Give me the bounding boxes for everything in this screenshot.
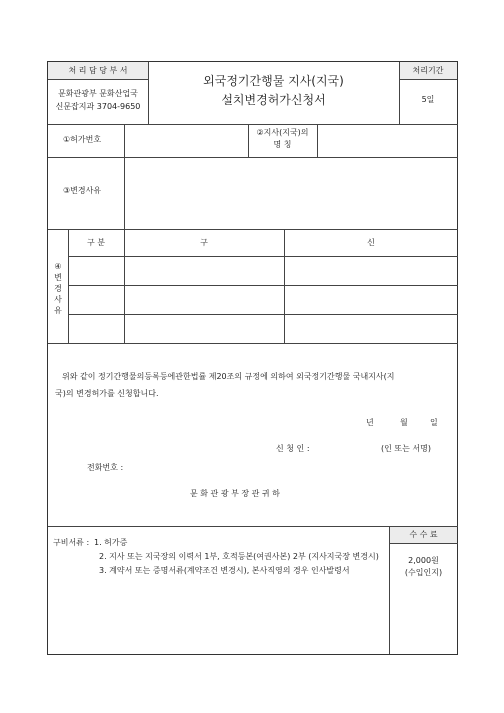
applicant-label: 신 청 인 :	[276, 444, 310, 453]
change-details-char-4: 사	[54, 295, 62, 304]
date-month: 월	[400, 418, 408, 427]
rule	[48, 124, 458, 125]
rule	[389, 543, 458, 544]
dept-label: 처 리 담 당 부 서	[68, 66, 128, 75]
dept-name: 문화관광부 문화산업국	[58, 89, 138, 98]
rule	[389, 526, 390, 654]
date-year: 년	[366, 418, 374, 427]
table-header-category: 구 분	[87, 238, 105, 247]
fee-amount: 2,000원	[408, 556, 439, 565]
change-details-char-2: 변	[54, 273, 62, 282]
rule	[68, 256, 458, 257]
sign-hint: (인 또는 서명)	[381, 444, 431, 453]
attachments-label: 구비서류 :	[53, 538, 90, 547]
form-title-line2: 설치변경허가신청서	[221, 93, 326, 107]
rule	[68, 285, 458, 286]
rule	[48, 157, 458, 158]
rule	[48, 343, 458, 344]
branch-name-label-line2: 명 칭	[273, 140, 292, 149]
attachment-item-3: 3. 계약서 또는 증명서류(계약조건 변경시), 본사직영의 경우 인사발령서	[99, 566, 350, 575]
table-header-new: 신	[367, 238, 375, 247]
dept-contact: 신문잡지과 3704-9650	[55, 102, 141, 111]
change-details-char-5: 유	[54, 306, 62, 315]
phone-label: 전화번호 :	[87, 463, 124, 472]
table-header-old: 구	[200, 238, 208, 247]
statement-line2: 국)의 변경허가를 신청합니다.	[55, 389, 159, 398]
attachment-item-2: 2. 지사 또는 지국장의 이력서 1부, 호적등본(여권사본) 2부 (지사지국장 변경시)	[99, 552, 379, 561]
rule	[68, 314, 458, 315]
rule	[317, 124, 318, 157]
fee-label: 수 수 료	[409, 530, 438, 539]
branch-name-label-line1: ②지사(지국)의	[256, 128, 309, 137]
statement-line1: 위와 같이 정기간행물의등록등에관한법률 제20조의 규정에 의하여 외국정기간행물 국내지사(지	[62, 372, 395, 381]
fee-note: (수입인지)	[404, 568, 443, 577]
rule	[48, 79, 148, 80]
change-reason-label: ③변경사유	[63, 186, 102, 195]
rule	[399, 79, 457, 80]
form-title-line1: 외국정기간행물 지사(지국)	[203, 74, 344, 88]
rule	[48, 229, 458, 230]
period-value: 5일	[421, 95, 435, 104]
change-details-char-3: 경	[54, 284, 62, 293]
period-label: 처리기간	[412, 66, 444, 75]
permit-no-label: ①허가번호	[63, 135, 102, 144]
rule	[124, 124, 125, 229]
change-details-char-1: ④	[54, 262, 62, 271]
attachment-item-1: 1. 허가증	[94, 538, 128, 547]
rule	[48, 526, 458, 527]
date-day: 일	[430, 418, 438, 427]
recipient: 문 화 관 광 부 장 관 귀 하	[190, 489, 280, 498]
